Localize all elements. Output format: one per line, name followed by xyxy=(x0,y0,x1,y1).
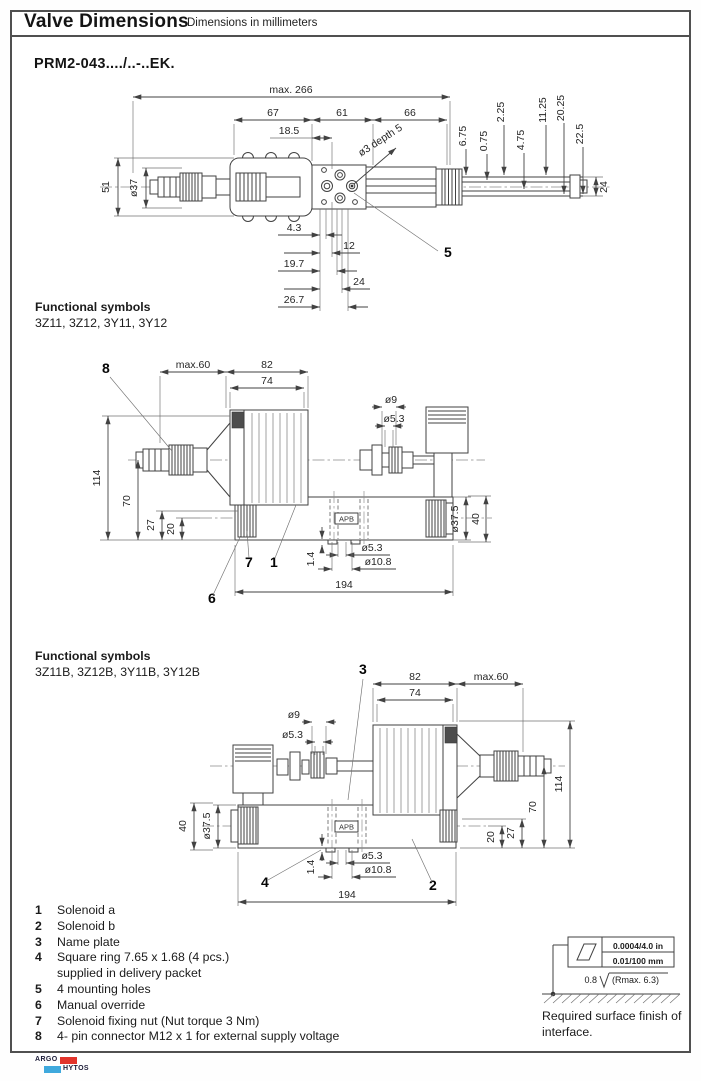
legend-item-2 xyxy=(35,919,505,935)
port-letters: APB xyxy=(338,822,355,832)
dim-67: 67 xyxy=(267,107,279,119)
dim-dia3-depth5: ø3 depth 5 xyxy=(356,121,405,160)
callout-8: 8 xyxy=(102,360,110,376)
functional-symbols-1 xyxy=(35,299,167,331)
dim-20: 20 xyxy=(485,831,497,843)
dim-27: 27 xyxy=(145,519,157,531)
flatness-icon xyxy=(577,944,596,960)
legend-num-8: 8 xyxy=(35,1029,42,1044)
legend-text-1: Solenoid a xyxy=(57,903,116,917)
dim-2-25: 2.25 xyxy=(495,101,507,123)
logo-text-hytos: HYTOS xyxy=(63,1065,89,1072)
dim-12: 12 xyxy=(343,240,355,252)
dim-dia5-3-top: ø5.3 xyxy=(281,729,303,741)
legend-text-4: Square ring 7.65 x 1.68 (4 pcs.) xyxy=(57,950,230,965)
callout-6: 6 xyxy=(208,590,216,606)
legend-text-3: Name plate xyxy=(57,934,120,949)
dim-dia10-8: ø10.8 xyxy=(364,864,392,876)
dim-24-bottom: 24 xyxy=(353,276,365,288)
dim-20-25: 20.25 xyxy=(555,94,567,122)
surface-hatching xyxy=(542,994,680,1003)
logo-blue-block xyxy=(44,1066,61,1073)
legend-text-8: 4- pin connector M12 x 1 for external supply voltage xyxy=(57,1029,340,1044)
dim-dia5-3-top: ø5.3 xyxy=(383,413,405,425)
dim-51: 51 xyxy=(100,181,112,193)
dim-dia5-3-bottom: ø5.3 xyxy=(361,850,383,862)
dim-max60: max.60 xyxy=(175,359,211,371)
valve-assembly-side-a xyxy=(128,407,492,547)
dim-4-3: 4.3 xyxy=(286,222,302,234)
drawing-top-view xyxy=(30,85,671,320)
valve-assembly-top-view xyxy=(100,153,610,222)
dim-11-25: 11.25 xyxy=(537,97,549,123)
legend-text-4-cont: supplied in delivery packet xyxy=(57,966,202,981)
surface-finish-symbol xyxy=(540,925,698,1017)
dim-70: 70 xyxy=(121,495,133,507)
dim-114: 114 xyxy=(553,775,565,793)
legend-num-3: 3 xyxy=(35,934,42,949)
dim-20: 20 xyxy=(165,523,177,535)
dim-194: 194 xyxy=(335,579,353,591)
dim-4-75: 4.75 xyxy=(515,129,527,151)
dim-6-75: 6.75 xyxy=(457,125,469,147)
drawing-side-view-b xyxy=(60,660,620,915)
dim-27: 27 xyxy=(505,827,517,839)
legend-item-3 xyxy=(35,935,505,951)
callout-7: 7 xyxy=(245,554,253,570)
legend-item-4 xyxy=(35,950,505,966)
dim-1-4: 1.4 xyxy=(305,859,317,875)
rmax-value: (Rmax. 6.3) xyxy=(612,975,660,985)
legend-text-5: 4 mounting holes xyxy=(57,981,151,996)
legend-num-7: 7 xyxy=(35,1013,42,1028)
legend-item-1 xyxy=(35,903,505,919)
dim-22-5: 22.5 xyxy=(574,123,586,145)
dim-18-5: 18.5 xyxy=(278,125,300,137)
functional-symbols-1-title: Functional symbols xyxy=(35,300,151,314)
dim-dia9: ø9 xyxy=(384,394,398,406)
dim-dia37: ø37 xyxy=(128,178,140,198)
dim-114: 114 xyxy=(91,469,103,487)
dim-max266: max. 266 xyxy=(269,84,313,96)
legend-num-4: 4 xyxy=(35,950,42,965)
dim-74: 74 xyxy=(261,375,273,387)
argo-hytos-logo xyxy=(35,1056,89,1073)
dim-70: 70 xyxy=(527,801,539,813)
units-note: Dimensions in millimeters xyxy=(187,17,318,29)
flatness-inch-value: 0.0004/4.0 in xyxy=(612,941,664,951)
surface-finish-caption-line2: interface. xyxy=(542,1025,593,1039)
dim-19-7: 19.7 xyxy=(283,258,305,270)
legend-text-6: Manual override xyxy=(57,997,146,1012)
dim-61: 61 xyxy=(336,107,348,119)
legend-num-5: 5 xyxy=(35,981,42,996)
dim-40: 40 xyxy=(470,513,482,525)
dim-66: 66 xyxy=(404,107,416,119)
dim-24-side: 24 xyxy=(598,181,610,193)
legend-num-2: 2 xyxy=(35,918,42,933)
dim-dia37-5: ø37.5 xyxy=(449,505,461,533)
legend-text-7: Solenoid fixing nut (Nut torque 3 Nm) xyxy=(57,1013,260,1028)
dim-0-75: 0.75 xyxy=(478,130,490,152)
roughness-icon xyxy=(600,973,609,987)
dim-1-4: 1.4 xyxy=(305,551,317,567)
legend-item-7 xyxy=(35,1014,505,1030)
legend-text-2: Solenoid b xyxy=(57,918,116,933)
dim-74: 74 xyxy=(409,687,421,699)
surface-finish-caption-line1: Required surface finish of xyxy=(542,1009,682,1023)
roughness-value: 0.8 xyxy=(584,975,597,985)
logo-text-argo: ARGO xyxy=(35,1056,58,1063)
dim-max60: max.60 xyxy=(473,671,509,683)
callout-5: 5 xyxy=(444,244,452,260)
functional-symbols-2-title: Functional symbols xyxy=(35,649,151,663)
functional-symbols-1-codes: 3Z11, 3Z12, 3Y11, 3Y12 xyxy=(35,316,168,330)
callout-2: 2 xyxy=(429,877,437,893)
dim-dia9: ø9 xyxy=(287,709,300,721)
functional-symbols-2-codes: 3Z11B, 3Z12B, 3Y11B, 3Y12B xyxy=(35,665,200,679)
dim-40: 40 xyxy=(177,820,189,832)
callout-4: 4 xyxy=(261,874,269,890)
logo-red-block xyxy=(60,1057,77,1064)
legend-item-8 xyxy=(35,1029,505,1045)
logo-row-1 xyxy=(35,1056,89,1064)
dim-dia5-3-bottom: ø5.3 xyxy=(361,542,383,554)
logo-row-2 xyxy=(44,1065,89,1073)
dim-82: 82 xyxy=(409,671,421,683)
flatness-mm-value: 0.01/100 mm xyxy=(612,956,664,966)
legend-num-6: 6 xyxy=(35,997,42,1012)
callout-1: 1 xyxy=(270,554,278,570)
legend xyxy=(35,903,505,1045)
drawing-side-view-a xyxy=(60,355,580,625)
surface-finish-caption xyxy=(542,1008,692,1040)
port-letters: APB xyxy=(338,514,355,524)
page-title: Valve Dimensions xyxy=(24,11,189,32)
dim-194: 194 xyxy=(338,889,356,901)
legend-item-6 xyxy=(35,998,505,1014)
dim-82: 82 xyxy=(261,359,273,371)
dim-dia10-8: ø10.8 xyxy=(364,556,392,568)
dim-26-7: 26.7 xyxy=(283,294,305,306)
dim-dia37-5: ø37.5 xyxy=(201,812,213,840)
model-code: PRM2-043..../..-..EK. xyxy=(34,56,175,72)
legend-item-5 xyxy=(35,982,505,998)
legend-num-1: 1 xyxy=(35,903,42,917)
callout-3: 3 xyxy=(359,661,367,677)
